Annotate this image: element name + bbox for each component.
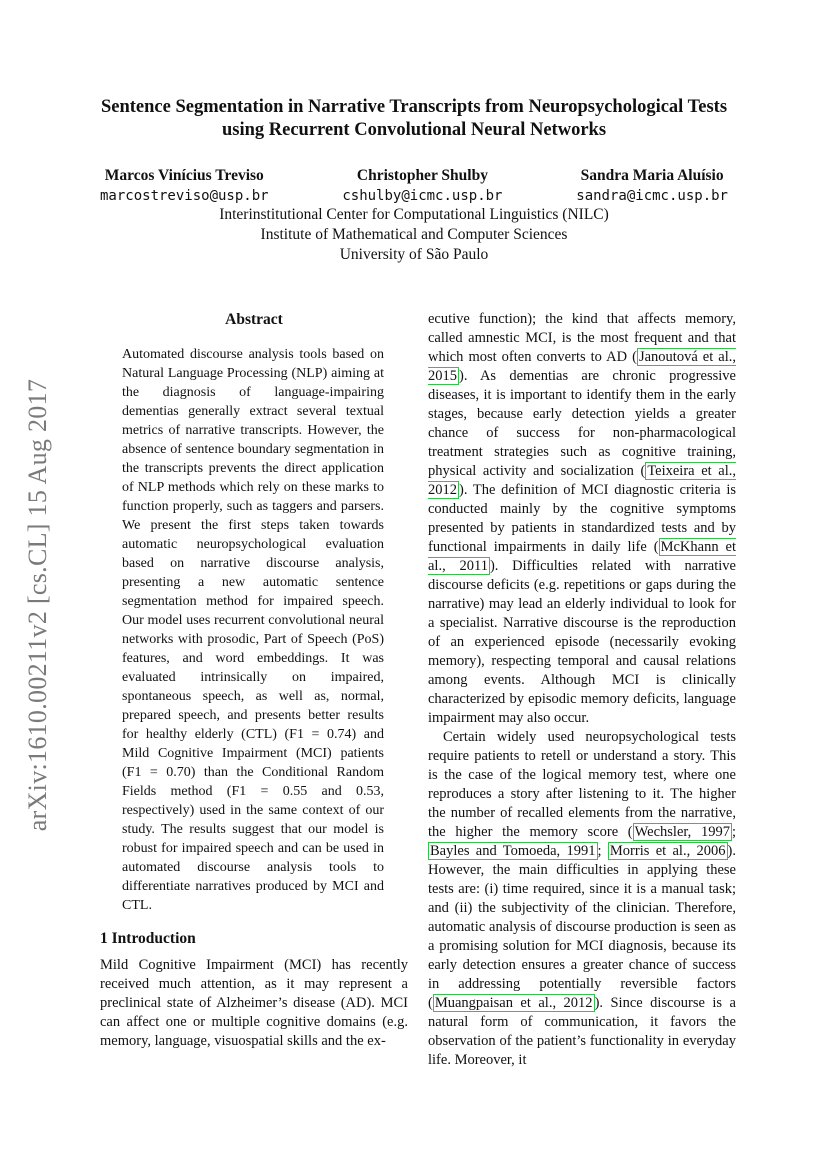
text-run: Certain widely used neuropsychological tests require patients to retell or understand a story. This is the case of the logical memory test, where one reproduces a story after listening to it. The higher the number of recalled elements from the narrative, the higher the memory score (	[428, 729, 736, 840]
text-run: ;	[597, 843, 608, 859]
abstract-heading: Abstract	[225, 311, 283, 328]
arxiv-identifier-text: arXiv:1610.00211v2 [cs.CL] 15 Aug 2017	[23, 378, 52, 832]
body-paragraph	[428, 728, 736, 1070]
author-email: sandra@icmc.usp.br	[576, 188, 728, 204]
paper-title: Sentence Segmentation in Narrative Transcripts from Neuropsychological Tests using Recurrent Convolutional Neural Networks	[100, 97, 728, 140]
affiliation-line: Institute of Mathematical and Computer Sciences	[260, 226, 568, 243]
author-block	[100, 166, 269, 206]
author-email: cshulby@icmc.usp.br	[342, 188, 503, 204]
citation-link[interactable]: Morris et al., 2006	[609, 843, 726, 859]
arxiv-identifier	[18, 355, 58, 855]
left-column	[100, 310, 408, 1051]
citation-link[interactable]: Muangpaisan et al., 2012	[434, 995, 593, 1011]
affiliation	[80, 205, 748, 265]
intro-paragraph: Mild Cognitive Impairment (MCI) has recently received much attention, as it may represent a preclinical state of Alzheimer’s disease (AD). MCI can affect one or multiple cognitive domains (e.g. memory, language, visuospatial skills and the ex-	[100, 957, 408, 1049]
text-run: ;	[731, 824, 736, 840]
text-run: ecutive function); the kind that affects memory, called amnestic MCI, is the most frequent and that which most often converts to AD	[428, 311, 736, 365]
citation-link[interactable]: Wechsler, 1997	[634, 824, 730, 840]
author-name: Sandra Maria Aluísio	[580, 167, 724, 184]
author-block	[576, 166, 728, 206]
abstract-body: Automated discourse analysis tools based on Natural Language Processing (NLP) aiming at the diagnosis of language-impairing dementias generally extract several textual metrics of narrative transcripts. However, the absence of sentence boundary segmentation in the transcripts prevents the direct application of NLP methods which rely on these marks to function properly, such as taggers and parsers. We present the first steps taken towards automatic neuropsychological evaluation based on narrative discourse analysis, presenting a new automatic sentence segmentation method for impaired speech. Our model uses recurrent convolutional neural networks with prosodic, Part of Speech (PoS) features, and word embeddings. It was evaluated intrinsically on impaired, spontaneous speech, as well as, normal, prepared speech, and presents better results for healthy elderly (CTL) (F1 = 0.74) and Mild Cognitive Impairment (MCI) patients (F1 = 0.70) than the Conditional Random Fields method (F1 = 0.55 and 0.53, respectively) used in the same context of our study. The results suggest that our model is robust for impaired speech and can be used in automated discourse analysis tools to differentiate narratives produced by MCI and CTL.	[122, 347, 384, 913]
text-run: ). As dementias are chronic progressive diseases, it is important to identify them in the early stages, because early detection yields a greater chance of success for non-pharmacological treatment strategies such as cognitive training, physical activity and socialization (	[428, 368, 736, 479]
text-run: ). However, the main difficulties in applying these tests are: (i) time required, since it is a manual task; and (ii) the subjectivity of the clinician. Therefore, automatic analysis of discourse production is seen as a promising solution for MCI diagnosis, because its early detection ensures a greater chance of success in addressing potentially reversible factors (	[428, 843, 737, 1011]
right-column	[428, 310, 736, 1070]
citation-link[interactable]: Teixeira et al., 2012	[428, 463, 737, 498]
text-run: ). Difficulties related with narrative discourse deficits (e.g. repetitions or gaps during the narrative) may lead an elderly individual to look for a specialist. Narrative discourse is the reproduction of an experienced episode (necessarily evoking memory), respecting temporal and causal relations among events. Although MCI is clinically characterized by episodic memory deficits, language impairment may also occur.	[428, 558, 736, 726]
author-name: Marcos Vinícius Treviso	[104, 167, 264, 184]
author-name: Christopher Shulby	[356, 167, 488, 184]
affiliation-line: Interinstitutional Center for Computational Linguistics (NILC)	[219, 206, 609, 223]
body-paragraph: ecutive function); the kind that affects memory, called amnestic MCI, is the most frequent and that which most often converts to AD ( Janoutová et al., 2015 ). As dementias are chronic progressive diseases, it is important to identify them in the early stages, because early detection yields a greater chance of success for non-pharmacological treatment strategies such as cognitive training, physical activity and socialization ( Teixeira et al., 2012 ). The definition of MCI diagnostic criteria is conducted mainly by the cognitive symptoms presented by patients in standardized tests and by functional impairments in daily life ( McKhann et al., 2011 ). Difficulties related with narrative discourse deficits (e.g. repetitions or gaps during the narrative) may lead an elderly individual to look for a specialist. Narrative discourse is the reproduction of an experienced episode (necessarily evoking memory), respecting temporal and causal relations among events. Although MCI is clinically characterized by episodic memory deficits, language impairment may also occur.	[428, 311, 737, 726]
citation-link[interactable]: Bayles and Tomoeda, 1991	[430, 843, 596, 859]
text-run: ). Since discourse is a natural form of communication, it favors the observation of the patient’s functionality in everyday life. Moreover, it	[428, 995, 736, 1068]
affiliation-line: University of São Paulo	[339, 246, 489, 263]
author-list	[100, 166, 728, 206]
citation-link[interactable]: Janoutová et al., 2015	[428, 349, 736, 384]
section-heading-introduction: 1 Introduction	[100, 930, 196, 947]
citation-link[interactable]: McKhann et al., 2011	[428, 539, 737, 574]
text-run: ). The definition of MCI diagnostic criteria is conducted mainly by the cognitive symptoms presented by patients in standardized tests and by functional impairments in daily life (	[428, 482, 736, 555]
author-email: marcostreviso@usp.br	[100, 188, 269, 204]
author-block	[342, 166, 502, 206]
